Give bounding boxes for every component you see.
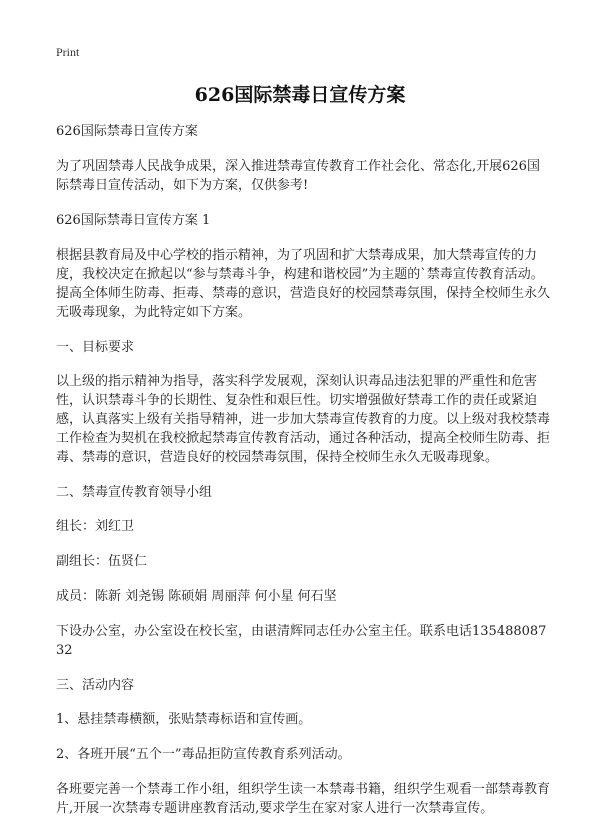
paragraph-activity-2: 2、各班开展“五个一”毒品拒防宣传教育系列活动。 xyxy=(56,747,351,762)
document-title: 626国际禁毒日宣传方案 xyxy=(194,84,406,106)
heading-goals: 一、目标要求 xyxy=(56,340,135,355)
heading-leadership: 二、禁毒宣传教育领导小组 xyxy=(56,485,213,500)
paragraph-activity-detail: 各班要完善一个禁毒工作小组，组织学生读一本禁毒书籍，组织学生观看一部禁毒教育片,开展一次禁毒专题讲座教育活动,要求学生在家对家人进行一次禁毒宣传。 xyxy=(56,782,551,816)
paragraph-intro: 为了巩固禁毒人民战争成果，深入推进禁毒宣传教育工作社会化、常态化,开展626国际禁毒日宣传活动，如下为方案，仅供参考! xyxy=(56,159,540,193)
paragraph-office: 下设办公室，办公室设在校长室，由谌清辉同志任办公室主任。联系电话13548808732 xyxy=(56,624,547,658)
paragraph-leader: 组长：刘红卫 xyxy=(56,519,135,534)
paragraph-subtitle: 626国际禁毒日宣传方案 xyxy=(56,124,198,139)
document-body xyxy=(56,122,552,834)
print-label[interactable]: Print xyxy=(56,45,80,59)
paragraph-background: 根据县教育局及中心学校的指示精神，为了巩固和扩大禁毒成果，加大禁毒宣传的力度，我校决定在掀起以“参与禁毒斗争，构建和谐校园”为主题的`禁毒宣传教育活动。提高全体师生防毒、拒毒、禁毒的意识，营造良好的校园禁毒氛围，保持全校师生永久无吸毒现象，为此特定如下方案。 xyxy=(56,248,551,320)
heading-activities: 三、活动内容 xyxy=(56,678,135,693)
paragraph-deputy-leader: 副组长：伍贤仁 xyxy=(56,554,148,569)
paragraph-activity-1: 1、悬挂禁毒横额，张贴禁毒标语和宣传画。 xyxy=(56,712,312,727)
paragraph-section-title: 626国际禁毒日宣传方案 1 xyxy=(56,213,211,228)
paragraph-members: 成员：陈新 刘尧锡 陈硕娟 周丽萍 何小星 何石坚 xyxy=(56,589,337,604)
paragraph-goals: 以上级的指示精神为指导，落实科学发展观，深刻认识毒品违法犯罪的严重性和危害性，认识禁毒斗争的长期性、复杂性和艰巨性。切实增强做好禁毒工作的责任或紧迫感，认真落实上级有关指导精神，进一步加大禁毒宣传教育的力度。以上级对我校禁毒工作检查为契机在我校掀起禁毒宣传教育活动，通过各种活动，提高全校师生防毒、拒毒、禁毒的意识，营造良好的校园禁毒氛围，保持全校师生永久无吸毒现象。 xyxy=(56,374,551,465)
